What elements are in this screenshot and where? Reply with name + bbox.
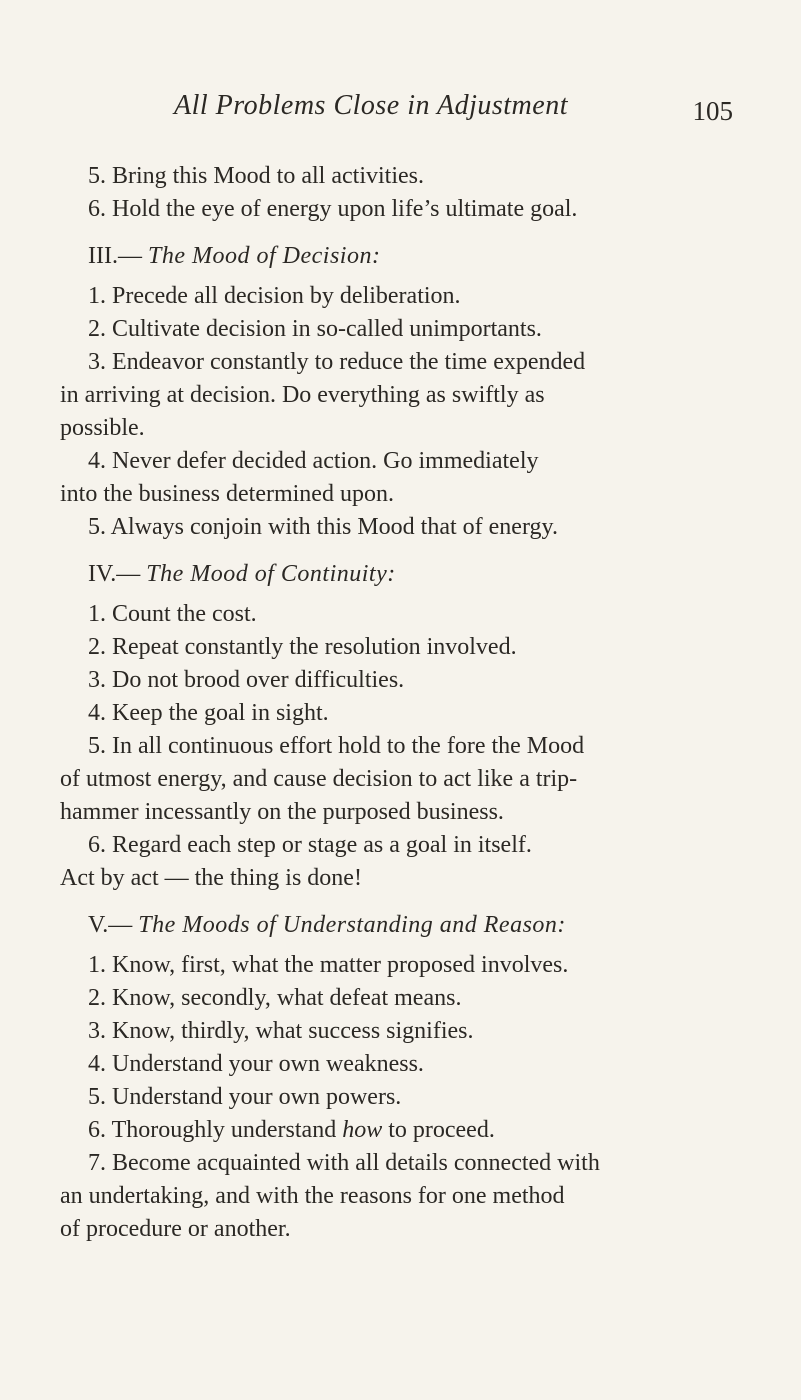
list-item: 2. Cultivate decision in so-called unimportants. — [88, 316, 542, 342]
page-number: 105 — [692, 96, 733, 126]
list-item-continuation: an undertaking, and with the reasons for one method — [60, 1183, 565, 1209]
page-body — [60, 160, 740, 1246]
section-title: The Moods of Understanding and Reason: — [138, 912, 566, 938]
list-item: 6. Thoroughly understand how to proceed. — [88, 1117, 495, 1143]
list-item-continuation: of utmost energy, and cause decision to act like a trip- — [60, 766, 578, 792]
list-item-continuation: hammer incessantly on the purposed business. — [60, 799, 504, 825]
list-item: 5. Always conjoin with this Mood that of energy. — [88, 514, 558, 540]
running-head — [60, 90, 741, 134]
section-numeral: V.— — [88, 912, 133, 938]
list-item: 2. Repeat constantly the resolution involved. — [88, 634, 517, 660]
list-item: 3. Endeavor constantly to reduce the time expended — [88, 349, 586, 375]
list-item: 5. Bring this Mood to all activities. — [88, 163, 424, 189]
list-item: 6. Hold the eye of energy upon life’s ultimate goal. — [88, 196, 578, 222]
list-item: 7. Become acquainted with all details connected with — [88, 1150, 600, 1176]
list-item: 4. Never defer decided action. Go immediately — [88, 448, 539, 474]
list-item: 1. Precede all decision by deliberation. — [88, 283, 461, 309]
list-item: 5. In all continuous effort hold to the fore the Mood — [88, 733, 585, 759]
list-item-continuation: in arriving at decision. Do everything as swiftly as — [60, 382, 545, 408]
running-title: All Problems Close in Adjustment — [174, 90, 568, 121]
list-item: 1. Count the cost. — [88, 601, 257, 627]
list-item: 6. Regard each step or stage as a goal in itself. — [88, 832, 532, 858]
list-item: 4. Understand your own weakness. — [88, 1051, 424, 1077]
list-item-continuation: into the business determined upon. — [60, 481, 394, 507]
list-item: 3. Do not brood over difficulties. — [88, 667, 405, 693]
section-numeral: III.— — [88, 243, 142, 269]
list-item-continuation: of procedure or another. — [60, 1216, 291, 1242]
section-title: The Mood of Decision: — [147, 243, 381, 269]
list-item: 3. Know, thirdly, what success signifies. — [88, 1018, 474, 1044]
section-title: The Mood of Continuity: — [146, 561, 396, 587]
list-item: 1. Know, first, what the matter proposed involves. — [88, 952, 569, 978]
list-item: 2. Know, secondly, what defeat means. — [88, 985, 462, 1011]
list-item-continuation: possible. — [60, 415, 145, 441]
section-heading — [60, 240, 740, 273]
list-item: 5. Understand your own powers. — [88, 1084, 402, 1110]
emphasized-word: how — [342, 1117, 383, 1143]
list-item-continuation: Act by act — the thing is done! — [60, 865, 362, 891]
list-item: 4. Keep the goal in sight. — [88, 700, 329, 726]
section-numeral: IV.— — [88, 561, 141, 587]
section-heading — [60, 909, 740, 942]
section-heading — [60, 558, 740, 591]
